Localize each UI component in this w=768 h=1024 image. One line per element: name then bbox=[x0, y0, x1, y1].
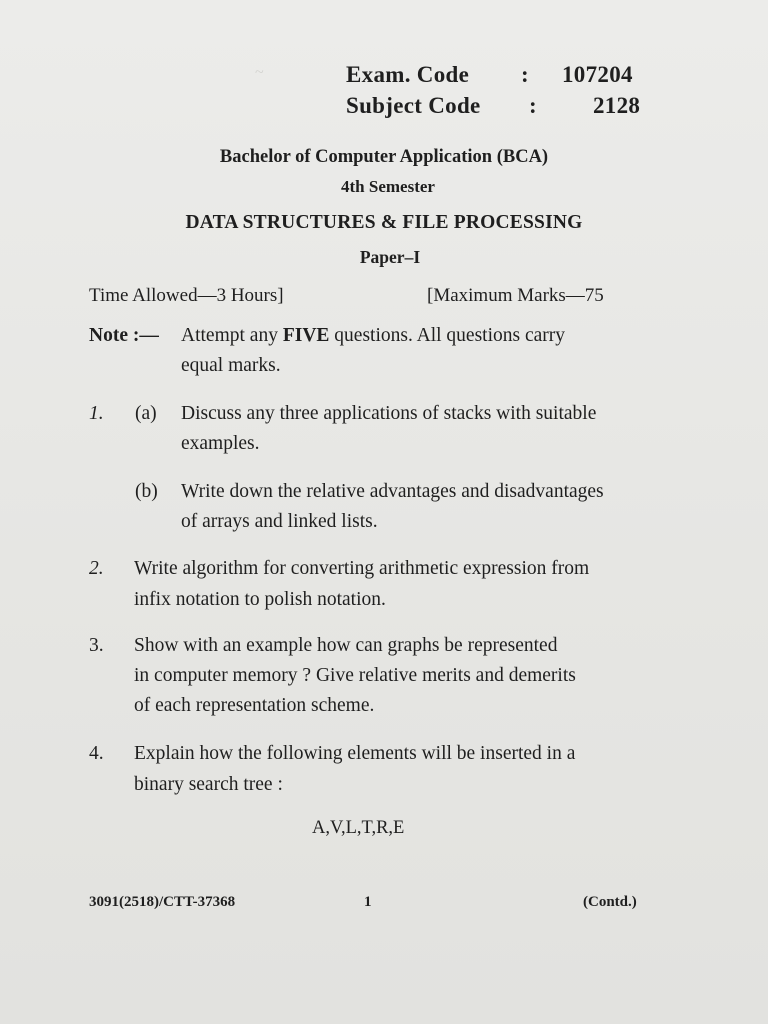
question-2-number: 2. bbox=[89, 558, 104, 579]
question-1a-label: (a) bbox=[135, 403, 157, 424]
question-1a-line2: examples. bbox=[181, 433, 260, 454]
question-4-elements: A,V,L,T,R,E bbox=[312, 818, 405, 838]
semester-title: 4th Semester bbox=[341, 177, 435, 196]
time-allowed: Time Allowed—3 Hours] bbox=[89, 285, 284, 306]
question-1b-label: (b) bbox=[135, 481, 158, 502]
note-text-bold: FIVE bbox=[282, 325, 330, 346]
note-text bbox=[181, 320, 565, 351]
question-4-line2: binary search tree : bbox=[134, 774, 283, 795]
question-3-line3: of each representation scheme. bbox=[134, 695, 375, 716]
subject-title: DATA STRUCTURES & FILE PROCESSING bbox=[185, 212, 583, 233]
question-2-line2: infix notation to polish notation. bbox=[134, 589, 386, 610]
question-3-line1: Show with an example how can graphs be represented bbox=[134, 635, 558, 656]
exam-code-separator: : bbox=[521, 62, 529, 87]
question-1a-line1: Discuss any three applications of stacks with suitable bbox=[181, 403, 597, 424]
paper-title: Paper–I bbox=[359, 247, 421, 267]
note-label-text: Note :— bbox=[89, 325, 159, 346]
question-1b-line2: of arrays and linked lists. bbox=[181, 511, 378, 532]
subject-code-separator: : bbox=[529, 93, 537, 118]
question-4-line1: Explain how the following elements will be inserted in a bbox=[134, 743, 576, 764]
subject-code-value: 2128 bbox=[593, 93, 641, 118]
note-text-pre: Attempt any bbox=[181, 325, 283, 346]
question-3-number: 3. bbox=[89, 635, 104, 656]
footer-page-number: 1 bbox=[364, 894, 372, 910]
subject-code-label: Subject Code bbox=[346, 93, 481, 118]
note-text-line2: equal marks. bbox=[181, 355, 281, 376]
bleed-through-mark: ~ bbox=[255, 64, 264, 81]
note-text-post: questions. All questions carry bbox=[329, 325, 566, 346]
question-1-number: 1. bbox=[89, 403, 104, 424]
footer-paper-code: 3091(2518)/CTT-37368 bbox=[89, 894, 236, 910]
maximum-marks: [Maximum Marks—75 bbox=[427, 285, 604, 306]
question-3-line2: in computer memory ? Give relative merits and demerits bbox=[134, 665, 576, 686]
question-4-number: 4. bbox=[89, 743, 104, 764]
exam-code-value: 107204 bbox=[562, 62, 633, 87]
question-2-line1: Write algorithm for converting arithmetic expression from bbox=[134, 558, 590, 579]
exam-code-label: Exam. Code bbox=[346, 62, 470, 87]
note-label bbox=[89, 320, 159, 351]
question-1b-line1: Write down the relative advantages and disadvantages bbox=[181, 481, 604, 502]
program-title: Bachelor of Computer Application (BCA) bbox=[219, 147, 549, 167]
footer-contd: (Contd.) bbox=[583, 894, 637, 910]
